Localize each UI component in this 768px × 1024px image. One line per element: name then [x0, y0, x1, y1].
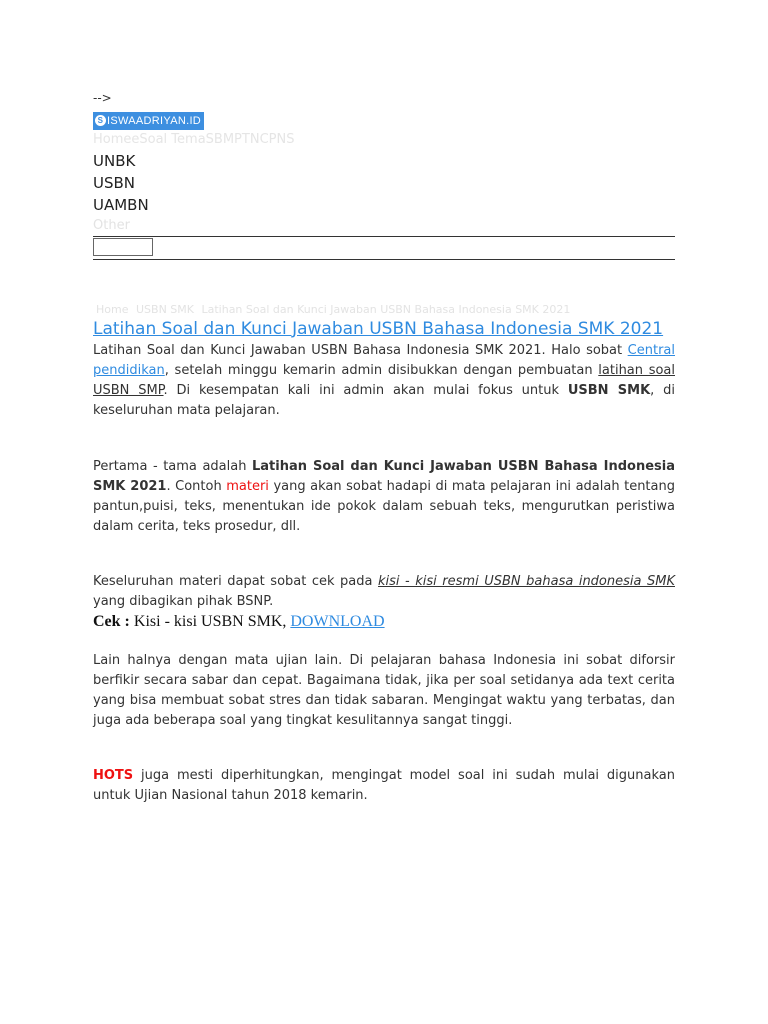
search-input[interactable]: [93, 238, 153, 256]
stray-comment-text: -->: [93, 91, 112, 105]
cek-text: Kisi - kisi USBN SMK,: [129, 612, 291, 630]
central-pendidikan-link[interactable]: Central pendidikan: [93, 342, 675, 378]
breadcrumb-home[interactable]: Home: [96, 302, 129, 316]
menu-item-other[interactable]: Other: [93, 217, 130, 233]
logo-badge-icon: S: [95, 115, 106, 126]
top-navigation: [93, 130, 675, 150]
cek-label: Cek :: [93, 612, 130, 630]
menu-item-uambn[interactable]: UAMBN: [93, 195, 149, 214]
breadcrumb-current: Latihan Soal dan Kunci Jawaban USBN Bahasa Indonesia SMK 2021: [201, 302, 571, 316]
breadcrumb-usbn-smk[interactable]: USBN SMK: [135, 302, 194, 316]
nav-sbmptn-link[interactable]: SBMPTN: [205, 131, 260, 147]
site-logo[interactable]: [93, 112, 204, 130]
cek-kisi-kisi-line: [93, 612, 675, 632]
article-paragraph-3: [93, 572, 675, 612]
p1-text-2: , setelah minggu kemarin admin disibukkan dengan pembuatan: [164, 362, 599, 378]
article-paragraph-1: [93, 341, 675, 421]
p2-text-3: yang akan sobat hadapi di mata pelajaran ini adalah tentang pantun,puisi, teks, menentukan ide pokok dalam sebuah teks, mengurutkan peristiwa dalam cerita, teks prosedur, dll.: [93, 478, 675, 534]
hots-highlight: HOTS: [93, 767, 134, 783]
kisi-kisi-resmi-link[interactable]: kisi - kisi resmi USBN bahasa indonesia SMK: [378, 573, 675, 589]
article-title[interactable]: Latihan Soal dan Kunci Jawaban USBN Bahasa Indonesia SMK 2021: [93, 318, 664, 339]
p1-text-3: . Di kesempatan kali ini admin akan mulai fokus untuk: [163, 382, 568, 398]
download-link[interactable]: DOWNLOAD: [290, 612, 385, 630]
breadcrumb: [93, 302, 675, 318]
p1-text-1: Latihan Soal dan Kunci Jawaban USBN Bahasa Indonesia SMK 2021. Halo sobat: [93, 342, 628, 358]
p3-text-1: Keseluruhan materi dapat sobat cek pada: [93, 573, 379, 589]
search-bar: [93, 236, 675, 260]
p5-text-1: juga mesti diperhitungkan, mengingat model soal ini sudah mulai digunakan untuk Ujian Nasional tahun 2018 kemarin.: [93, 767, 675, 803]
p3-text-2: yang dibagikan pihak BSNP.: [93, 593, 274, 609]
page-content: [93, 88, 675, 806]
logo-text: ISWAADRIYAN.ID: [107, 114, 202, 127]
p2-bold-title: Latihan Soal dan Kunci Jawaban USBN Bahasa Indonesia SMK 2021: [93, 458, 675, 494]
p1-text-4: , di keseluruhan mata pelajaran.: [93, 382, 675, 418]
menu-item-usbn[interactable]: USBN: [93, 173, 136, 192]
nav-esoal-tema-link[interactable]: eSoal Tema: [131, 131, 206, 147]
article-paragraph-4: Lain halnya dengan mata ujian lain. Di pelajaran bahasa Indonesia ini sobat diforsir berfikir secara sabar dan cepat. Bagaimana tidak, jika per soal setidanya ada text cerita yang bisa membuat sobat stres dan tidak sabaran. Mengingat waktu yang terbatas, dan juga ada beberapa soal yang tingkat kesulitannya sangat tinggi.: [93, 652, 675, 728]
article-paragraph-5: [93, 766, 675, 806]
materi-highlight: materi: [226, 478, 269, 494]
article-paragraph-2: [93, 457, 675, 537]
p1-bold-usbn-smk: USBN SMK: [567, 382, 651, 398]
p2-text-1: Pertama - tama adalah: [93, 458, 252, 474]
latihan-soal-usbn-smp-link[interactable]: latihan soal USBN SMP: [93, 362, 675, 398]
p2-text-2: . Contoh: [166, 478, 227, 494]
menu-item-unbk[interactable]: UNBK: [93, 151, 136, 170]
nav-cpns-link[interactable]: CPNS: [259, 131, 295, 147]
nav-home-link[interactable]: Home: [93, 131, 132, 147]
